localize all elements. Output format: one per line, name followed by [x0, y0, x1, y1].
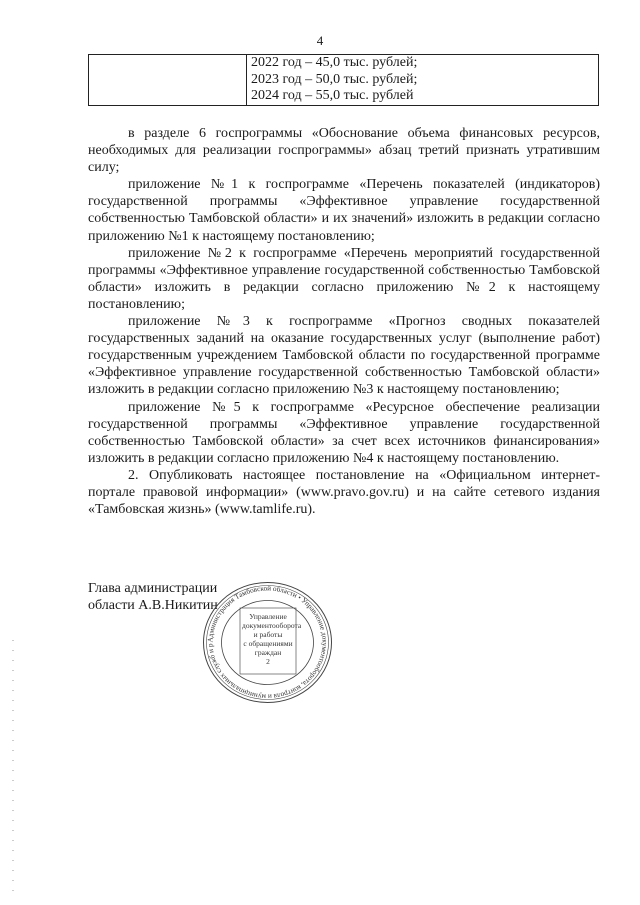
- paragraph-appendix-2: приложение №2 к госпрограмме «Перечень мероприятий государственной программы «Эффективное управление государственной собственностью Тамбовской области» изложить в редакции согласно приложению №2 к настоящему постановлению;: [88, 245, 600, 312]
- paragraph-appendix-5: приложение №5 к госпрограмме «Ресурсное обеспечение реализации государственной программы «Эффективное управление государственной собственностью Тамбовской области» за счет всех источников финансирования» изложить в редакции согласно приложению №4 к настоящему постановлению.: [88, 399, 600, 466]
- document-body: [88, 125, 600, 518]
- funding-line-2022: 2022 год – 45,0 тыс. рублей;: [251, 55, 418, 70]
- signature-title: Глава администрации: [88, 581, 218, 596]
- paragraph-appendix-1: приложение №1 к госпрограмме «Перечень показателей (индикаторов) государственной программы «Эффективное управление государственной собственностью Тамбовской области» и их значений» изложить в редакции согласно приложению №1 к настоящему постановлению;: [88, 177, 600, 244]
- paragraph-section-6: в разделе 6 госпрограммы «Обоснование объема финансовых ресурсов, необходимых для реализации госпрограммы» абзац третий признать утратившим силу;: [88, 126, 600, 176]
- signature-name: области А.В.Никитин: [88, 598, 218, 613]
- table-funding-cell: [247, 55, 599, 106]
- funding-line-2023: 2023 год – 50,0 тыс. рублей;: [251, 71, 418, 87]
- paragraph-publish: 2. Опубликовать настоящее постановление на «Официальном интернет-портале правовой информации» (www.pravo.gov.ru) и на сайте сетевого издания «Тамбовская жизнь» (www.tamlife.ru).: [88, 467, 600, 518]
- signature-block: [88, 580, 218, 614]
- page-number: 4: [316, 33, 324, 48]
- table-empty-cell: [89, 55, 247, 106]
- funding-line-2024: 2024 год – 55,0 тыс. рублей: [251, 88, 414, 103]
- paragraph-appendix-3: приложение №3 к госпрограмме «Прогноз сводных показателей государственных заданий на оказание государственных услуг (выполнение работ) государственным учреждением Тамбовской области по государственной программе «Эффективное управление государственной собственностью Тамбовской области» изложить в редакции согласно приложению №3 к настоящему постановлению;: [88, 314, 600, 398]
- official-stamp: [200, 580, 335, 705]
- funding-table: [88, 54, 599, 106]
- stamp-ring-text: Администрация Тамбовской области • Управление документооборота, контроля и муниципальных служб и р: [206, 584, 329, 701]
- scan-margin-marks: [12, 640, 14, 900]
- stamp-center-text: Управление документооборота и работы с обращениями граждан 2: [242, 612, 302, 666]
